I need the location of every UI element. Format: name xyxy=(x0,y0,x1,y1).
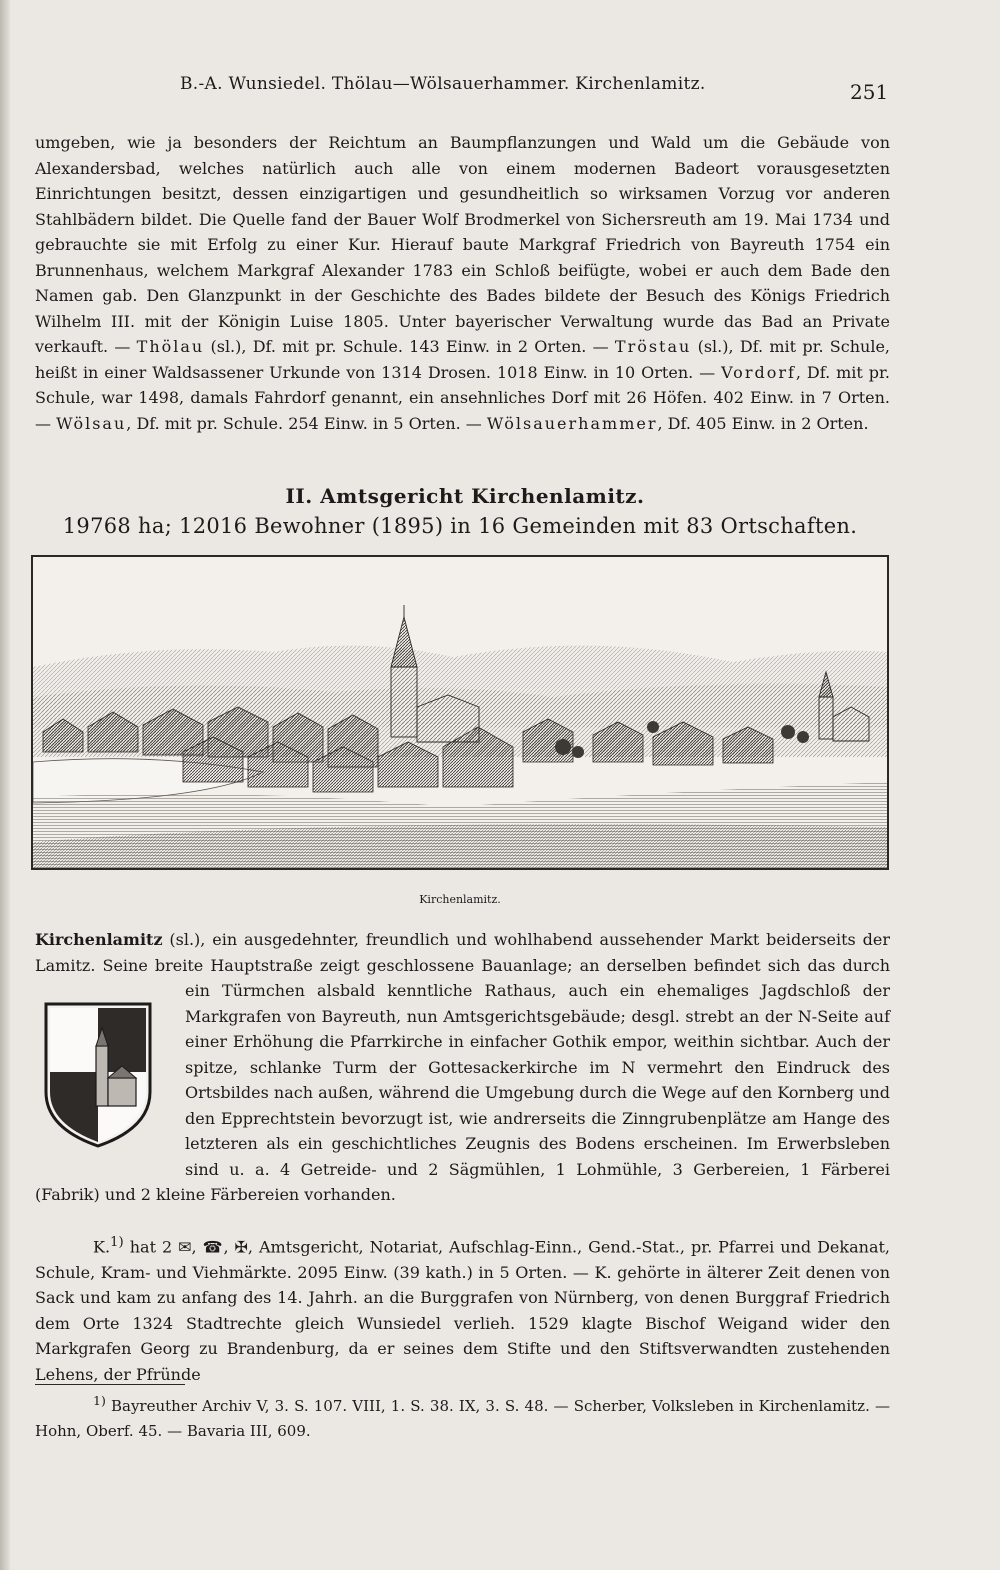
section-subtitle: 19768 ha; 12016 Bewohner (1895) in 16 Gemeinden mit 83 Ortschaften. xyxy=(62,514,858,538)
entry-head-kirchenlamitz: Kirchenlamitz xyxy=(35,930,163,949)
kirchenlamitz-details-text: hat 2 ✉, ☎, ✠, Amtsgericht, Notariat, Aufschlag-Einn., Gend.-Stat., pr. Pfarrei und Dekanat, Schule, Kram- und Viehmärkte. 2095 Einw. (39 kath.) in 5 Orten. — K. gehörte in älterer Zeit denen von Sack und kam zu anfang des 14. Jahrh. an die Burggrafen von Nürnberg, von denen Burggraf Friedrich dem Orte 1324 Stadtrechte gleich Wunsiedel verlieh. 1529 klagte Bischof Weigand wider den Markgrafen Georg zu Brandenburg, da er seines dem Stifte und den Stiftsverwandten zustehenden Lehens, der Pfründe xyxy=(35,1237,890,1384)
entry-thoelau-text: (sl.), Df. mit pr. Schule. 143 Einw. in 2 Orten. — xyxy=(204,337,609,356)
footnote-marker: 1) xyxy=(93,1393,106,1408)
entry-troestau-name: Tröstau xyxy=(614,337,692,356)
running-head: B.-A. Wunsiedel. Thölau—Wölsauerhammer. Kirchenlamitz. xyxy=(180,74,706,94)
footnote-rule xyxy=(35,1384,185,1385)
kirchenlamitz-description: (sl.), ein ausgedehnter, freundlich und wohlhabend aussehender Markt beiderseits der Lamitz. Seine breite Hauptstraße zeigt geschlossene Bauanlage; an derselben befindet sich das durch ein Türmchen alsbald kenntliche Rathaus, auch ein ehemaliges Jagdschloß der Markgrafen von Bayreuth, nun Amtsgerichtsgebäude; desgl. strebt an der N-Seite auf einer Erhöhung die Pfarrkirche in einfacher Gothik empor, weithin sichtbar. Auch der spitze, schlanke Turm der Gottesackerkirche im N vermehrt den Eindruck des Ortsbildes nach außen, während die Umgebung durch die Wege auf den Kornberg und den Epprechtstein bevorzugt ist, wie andrerseits die Zinngrubenplätze am Hange des letzteren als ein geschichtliches Zeugnis des Bodens erscheinen. Im Erwerbsleben sind u. a. 4 Getreide- und 2 Sägmühlen, 1 Lohmühle, 3 Gerbereien, 1 Färberei (Fabrik) und 2 kleine Färbereien vorhanden. xyxy=(35,930,890,1204)
section-title: II. Amtsgericht Kirchenlamitz. xyxy=(285,484,645,508)
town-engraving xyxy=(33,557,887,868)
page-number: 251 xyxy=(850,80,889,104)
footnote-text: Bayreuther Archiv V, 3. S. 107. VIII, 1. S. 38. IX, 3. S. 48. — Scherber, Volksleben in Kirchenlamitz. — Hohn, Oberf. 45. — Bavaria III, 609. xyxy=(35,1397,890,1440)
entry-woelsau-text: , Df. mit pr. Schule. 254 Einw. in 5 Orten. — xyxy=(126,413,482,433)
figure-caption: Kirchenlamitz. xyxy=(419,893,501,906)
entry-vordorf-name: Vordorf xyxy=(721,362,796,382)
intro-paragraph xyxy=(35,130,890,436)
entry-troestau-text: (sl.), Df. mit pr. Schule, heißt in einer Waldsassener Urkunde von 1314 Drosen. 1018 Einw. in 10 Orten. — xyxy=(35,337,890,382)
footnote xyxy=(35,1388,890,1444)
entry-thoelau-name: Thölau xyxy=(136,337,205,356)
entry-woelsauerhammer-name: Wölsauerhammer xyxy=(486,413,658,433)
footnote-ref: 1) xyxy=(110,1235,124,1250)
town-illustration xyxy=(31,555,889,870)
entry-woelsau-name: Wölsau xyxy=(56,413,127,433)
entry-vordorf-text: , Df. mit pr. Schule, war 1498, damals Fahrdorf genannt, ein ansehnliches Dorf mit 26 Höfen. 402 Einw. in 7 Orten. — xyxy=(35,362,890,433)
intro-text: umgeben, wie ja besonders der Reichtum an Baumpflanzungen und Wald um die Gebäude von Alexandersbad, welches natürlich auch alle von einem modernen Badeort vorausgesetzten Einrichtungen besitzt, dessen einzigartigen und gesundheitlich so wirksamen Vorzug vor anderen Stahlbädern bildet. Die Quelle fand der Bauer Wolf Brodmerkel von Sichersreuth am 19. Mai 1734 und gebrauchte sie mit Erfolg zu einer Kur. Hierauf baute Markgraf Friedrich von Bayreuth 1754 ein Brunnenhaus, welchem Markgraf Alexander 1783 ein Schloß beifügte, wobei er auch dem Bade den Namen gab. Den Glanzpunkt in der Geschichte des Bades bildete der Besuch des Königs Friedrich Wilhelm III. mit der Königin Luise 1805. Unter bayerischer Verwaltung wurde das Bad an Private verkauft. — xyxy=(35,133,890,356)
entry-woelsauerhammer-text: , Df. 405 Einw. in 2 Orten. xyxy=(657,413,869,433)
page-edge xyxy=(0,0,10,1570)
kirchenlamitz-details xyxy=(35,1230,890,1387)
kirchenlamitz-entry xyxy=(35,927,890,1208)
kirchenlamitz-abbr: K. xyxy=(93,1237,111,1257)
